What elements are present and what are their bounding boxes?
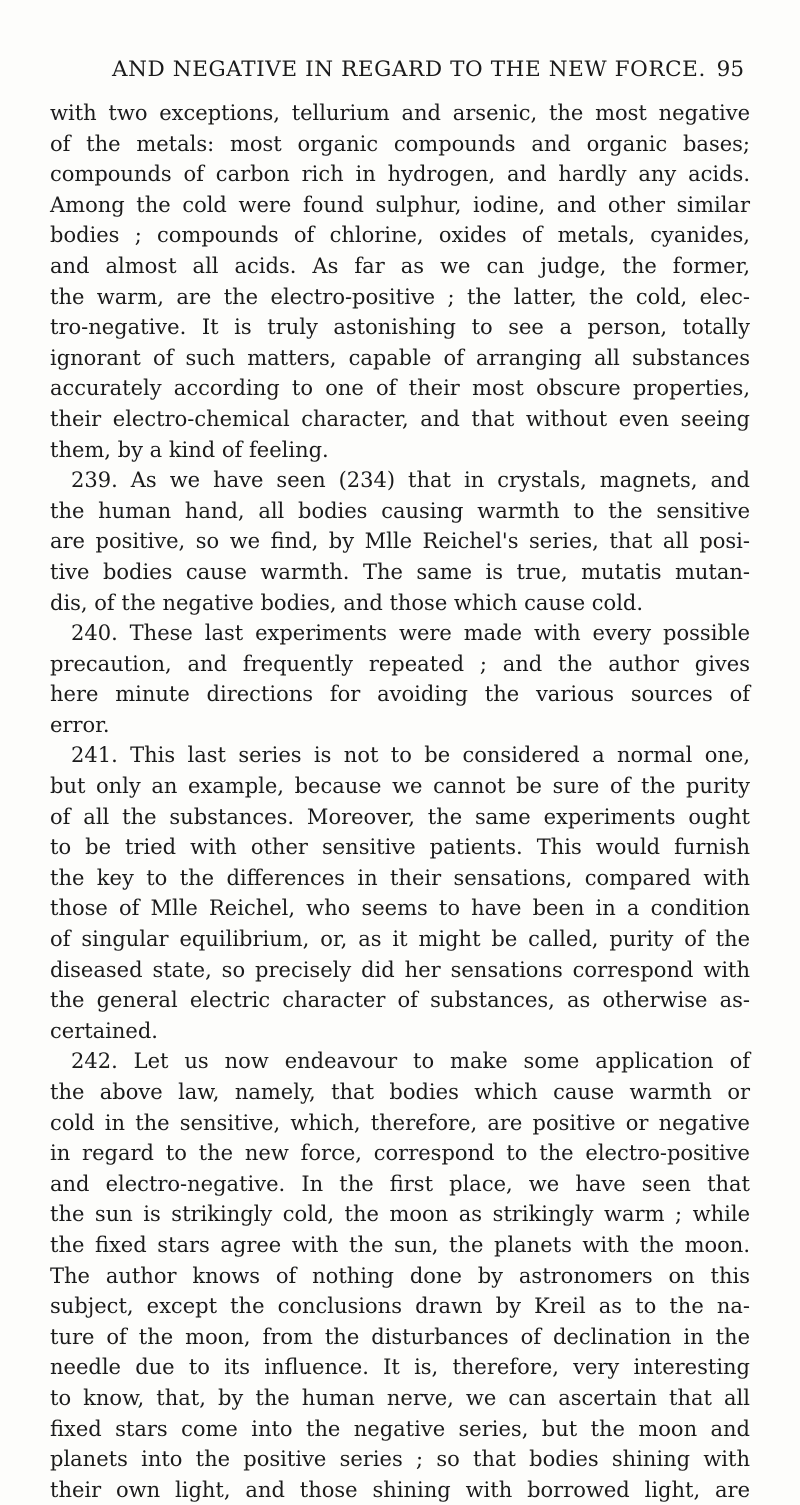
text-line: of the metals: most organic compounds and organic bases; (50, 131, 750, 156)
text-line: The author knows of nothing done by astronomers on this (50, 1263, 750, 1288)
text-line: accurately according to one of their most obscure properties, (50, 376, 750, 401)
text-line: ignorant of such matters, capable of arranging all substances (50, 345, 750, 370)
text-line: here minute directions for avoiding the various sources of (50, 682, 750, 707)
text-line: with two exceptions, tellurium and arsenic, the most negative (50, 101, 750, 125)
text-line: dis, of the negative bodies, and those which cause cold. (50, 590, 644, 615)
text-line: ture of the moon, from the disturbances of declination in the (50, 1324, 750, 1349)
paragraph-first-line: 242. Let us now endeavour to make some application of (71, 1049, 750, 1074)
text-line: needle due to its influence. It is, therefore, very interesting (50, 1355, 750, 1380)
text-line: subject, except the conclusions drawn by Kreil as to the na- (50, 1294, 750, 1319)
body-text (50, 98, 750, 1505)
text-line: bodies ; compounds of chlorine, oxides of metals, cyanides, (50, 223, 750, 248)
text-line: their electro-chemical character, and that without even seeing (50, 406, 750, 431)
text-line: fixed stars come into the negative series, but the moon and (50, 1416, 750, 1441)
page-number: 95 (716, 57, 744, 82)
text-line: Among the cold were found sulphur, iodine, and other similar (50, 192, 750, 217)
text-line: are positive, so we find, by Mlle Reichel's series, that all posi- (50, 529, 750, 554)
text-line: the sun is strikingly cold, the moon as strikingly warm ; while (50, 1202, 750, 1227)
text-line: tro-negative. It is truly astonishing to see a person, totally (50, 315, 750, 340)
text-line: the fixed stars agree with the sun, the planets with the moon. (50, 1232, 750, 1257)
text-line: the human hand, all bodies causing warmth to the sensitive (50, 498, 750, 523)
paragraph-first-line: 240. These last experiments were made with every possible (71, 621, 750, 646)
text-line: the above law, namely, that bodies which cause warmth or (50, 1080, 750, 1104)
text-line: tive bodies cause warmth. The same is true, mutatis mutan- (50, 559, 750, 584)
text-line: precaution, and frequently repeated ; and the author gives (50, 651, 750, 676)
paragraph-first-line: 239. As we have seen (234) that in crystals, magnets, and (71, 468, 750, 493)
text-line: planets into the positive series ; so that bodies shining with (50, 1447, 750, 1472)
text-line: compounds of carbon rich in hydrogen, and hardly any acids. (50, 162, 750, 187)
text-line: of singular equilibrium, or, as it might be called, purity of the (50, 927, 750, 952)
text-line: certained. (50, 1018, 158, 1043)
running-title: AND NEGATIVE IN REGARD TO THE NEW FORCE. (112, 57, 706, 82)
text-line: to be tried with other sensitive patients. This would furnish (50, 835, 750, 860)
text-line: error. (50, 712, 110, 737)
text-line: the key to the differences in their sensations, compared with (50, 865, 750, 890)
text-line: and almost all acids. As far as we can judge, the former, (50, 253, 750, 278)
text-line: the general electric character of substances, as otherwise as- (50, 988, 750, 1013)
text-line: cold in the sensitive, which, therefore, are positive or negative (50, 1110, 750, 1135)
text-line: and electro-negative. In the first place, we have seen that (50, 1171, 750, 1196)
text-line: diseased state, so precisely did her sensations correspond with (50, 957, 750, 982)
text-line: their own light, and those shining with borrowed light, are (50, 1477, 750, 1502)
text-line: those of Mlle Reichel, who seems to have been in a condition (50, 896, 750, 921)
text-line: in regard to the new force, correspond to the electro-positive (50, 1141, 750, 1166)
paragraph-first-line: 241. This last series is not to be considered a normal one, (71, 743, 750, 768)
text-line: but only an example, because we cannot be sure of the purity (50, 774, 750, 799)
text-line: them, by a kind of feeling. (50, 437, 329, 462)
text-line: the warm, are the electro-positive ; the latter, the cold, elec- (50, 284, 750, 309)
text-line: of all the substances. Moreover, the same experiments ought (50, 804, 750, 829)
text-line: to know, that, by the human nerve, we can ascertain that all (50, 1385, 750, 1410)
